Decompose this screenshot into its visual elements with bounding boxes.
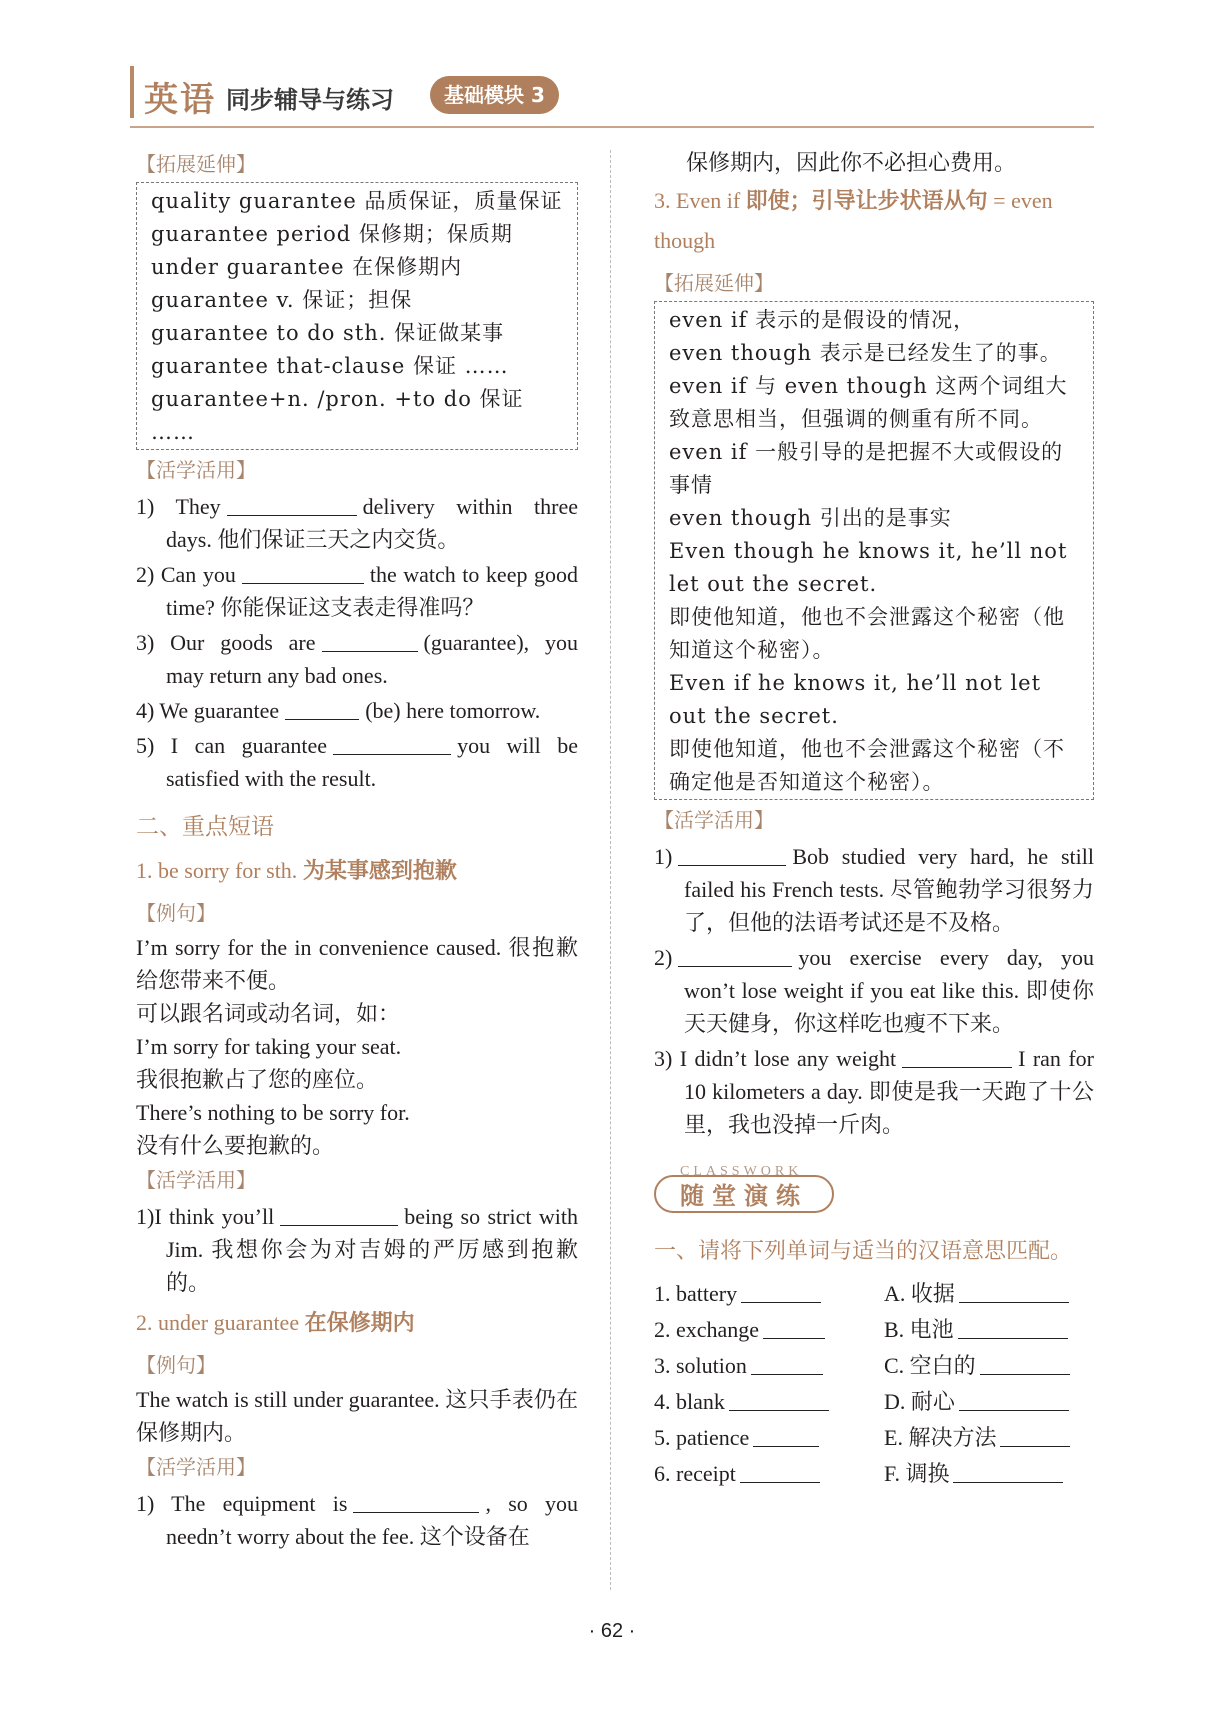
extension-line: even though 表示是已经发生了的事。: [669, 341, 1062, 365]
extension-line: under guarantee 在保修期内: [151, 255, 463, 279]
example-sentence: 我很抱歉占了您的座位。: [136, 1067, 379, 1092]
question-rest: (guarantee), you may return any bad ones.: [166, 630, 578, 688]
question-rest: you will be satisfied with the result.: [166, 733, 578, 791]
task-instruction: 一、请将下列单词与适当的汉语意思匹配。: [654, 1239, 1073, 1264]
match-meaning-text: D. 耐心: [884, 1389, 955, 1414]
practice-question: [136, 1487, 578, 1553]
extension-line: guarantee that-clause 保证 ……: [151, 354, 509, 378]
question-rest: I ran for 10 kilometers a day. 即使是我一天跑了十公里，我也没掉一斤肉。: [684, 1046, 1094, 1137]
practice-question: [654, 941, 1094, 1040]
book-subject: 英语: [144, 80, 216, 120]
match-meaning-text: F. 调换: [884, 1461, 950, 1486]
extension-tag: 【拓展延伸】: [654, 271, 774, 295]
question-rest: , so you needn’t worry about the fee. 这个设备在: [166, 1491, 579, 1549]
section-heading-phrases: 二、重点短语: [136, 814, 274, 840]
example-tag: 【例句】: [136, 901, 216, 925]
match-meaning: [884, 1456, 1094, 1492]
question-lead: 1) They: [136, 494, 221, 519]
matching-exercise: [654, 1276, 1094, 1492]
header-accent-bar: [130, 66, 134, 118]
match-word-text: 5. patience: [654, 1425, 750, 1450]
answer-blank[interactable]: [741, 1280, 821, 1303]
example-tag: 【例句】: [136, 1353, 216, 1377]
question-rest: delivery within three days. 他们保证三天之内交货。: [166, 494, 578, 552]
extension-line: even if 与 even though 这两个词组大致意思相当，但强调的侧重有所不同。: [669, 374, 1068, 431]
match-meaning: [884, 1384, 1094, 1420]
match-word-text: 4. blank: [654, 1389, 725, 1414]
question-lead: 2): [654, 945, 673, 970]
match-word: [654, 1312, 884, 1348]
answer-blank[interactable]: [285, 697, 359, 720]
example-sentence: 可以跟名词或动名词，如：: [136, 1001, 401, 1026]
answer-blank[interactable]: [227, 493, 357, 516]
match-word: [654, 1276, 884, 1312]
continued-text: 保修期内，因此你不必担心费用。: [686, 150, 1017, 175]
extension-line: even if 表示的是假设的情况，: [669, 308, 976, 332]
right-column: [654, 146, 1094, 1492]
practice-tag: 【活学活用】: [136, 1168, 256, 1192]
match-meaning: [884, 1348, 1094, 1384]
answer-blank[interactable]: [959, 1280, 1069, 1303]
answer-blank[interactable]: [242, 561, 364, 584]
extension-line: Even though he knows it, he’ll not let out the secret.: [669, 539, 1068, 596]
extension-line: guarantee to do sth. 保证做某事: [151, 321, 505, 345]
example-sentence: 没有什么要抱歉的。: [136, 1133, 335, 1158]
phrase-cn: 为某事感到抱歉: [302, 858, 457, 884]
extension-line: guarantee+n. /pron. +to do 保证 ……: [151, 387, 524, 444]
phrase-cn: 即使；引导让步状语从句: [745, 188, 988, 214]
question-rest: being so strict with Jim. 我想你会为对吉姆的严厉感到抱歉的。: [166, 1204, 578, 1295]
match-word-text: 6. receipt: [654, 1461, 736, 1486]
phrase-equivalent: = even though: [654, 188, 1053, 253]
question-lead: 1)I think you’ll: [136, 1204, 275, 1229]
practice-question: [136, 626, 578, 692]
match-meaning-text: C. 空白的: [884, 1353, 976, 1378]
phrase-heading-2: [136, 1303, 578, 1343]
extension-line: 即使他知道，他也不会泄露这个秘密（不确定他是否知道这个秘密）。: [669, 737, 1065, 794]
answer-blank[interactable]: [751, 1352, 823, 1375]
match-meaning-text: B. 电池: [884, 1317, 954, 1342]
practice-question: [136, 558, 578, 624]
phrase-en: 3. Even if: [654, 188, 741, 213]
extension-line: even if 一般引导的是把握不大或假设的事情: [669, 440, 1064, 497]
question-lead: 5) I can guarantee: [136, 733, 328, 758]
answer-blank[interactable]: [980, 1352, 1070, 1375]
extension-line: quality guarantee 品质保证，质量保证: [151, 189, 563, 213]
answer-blank[interactable]: [678, 944, 792, 967]
phrase-cn: 在保修期内: [304, 1310, 415, 1336]
match-word: [654, 1456, 884, 1492]
extension-line: guarantee period 保修期；保质期: [151, 222, 513, 246]
match-meaning: [884, 1312, 1094, 1348]
left-column: [136, 146, 578, 1555]
answer-blank[interactable]: [678, 843, 786, 866]
match-meaning-text: A. 收据: [884, 1281, 955, 1306]
answer-blank[interactable]: [958, 1316, 1068, 1339]
question-lead: 1) The equipment is: [136, 1491, 348, 1516]
question-lead: 3) Our goods are: [136, 630, 316, 655]
answer-blank[interactable]: [902, 1045, 1012, 1068]
classwork-banner: [654, 1155, 1094, 1227]
question-lead: 4) We guarantee: [136, 698, 280, 723]
match-word: [654, 1348, 884, 1384]
answer-blank[interactable]: [753, 1424, 819, 1447]
question-rest: the watch to keep good time? 你能保证这支表走得准吗？: [166, 562, 578, 620]
example-sentence: The watch is still under guarantee. 这只手表仍在保修期内。: [136, 1387, 578, 1445]
column-divider: [610, 150, 611, 1590]
example-sentence: I’m sorry for the in convenience caused. 很抱歉给您带来不便。: [136, 935, 578, 993]
answer-blank[interactable]: [280, 1203, 398, 1226]
match-word-text: 2. exchange: [654, 1317, 760, 1342]
answer-blank[interactable]: [740, 1460, 820, 1483]
practice-question: [136, 1200, 578, 1299]
page-header: [130, 66, 1094, 130]
extension-line: 即使他知道，他也不会泄露这个秘密（他知道这个秘密）。: [669, 605, 1065, 662]
match-meaning-text: E. 解决方法: [884, 1425, 997, 1450]
practice-question: [654, 1042, 1094, 1141]
question-lead: 2) Can you: [136, 562, 236, 587]
book-title: 同步辅导与练习: [226, 86, 394, 114]
answer-blank[interactable]: [353, 1490, 479, 1513]
practice-question: [136, 694, 578, 727]
question-rest: you exercise every day, you won’t lose weight if you eat like this. 即使你天天健身，你这样吃也瘦不下来。: [684, 945, 1094, 1036]
practice-question: [136, 490, 578, 556]
extension-line: Even if he knows it, he’ll not let out the secret.: [669, 671, 1042, 728]
phrase-en: 2. under guarantee: [136, 1310, 300, 1335]
question-rest: Bob studied very hard, he still failed his French tests. 尽管鲍勃学习很努力了，但他的法语考试还是不及格。: [684, 844, 1094, 935]
question-lead: 3) I didn’t lose any weight: [654, 1046, 897, 1071]
extension-line: guarantee v. 保证；担保: [151, 288, 413, 312]
classwork-label-en: CLASSWORK: [680, 1164, 803, 1179]
extension-line: even though 引出的是事实: [669, 506, 952, 530]
answer-blank[interactable]: [953, 1460, 1063, 1483]
match-word-text: 3. solution: [654, 1353, 747, 1378]
extension-box-even-if: [654, 301, 1094, 800]
practice-question: [136, 729, 578, 795]
match-meaning: [884, 1276, 1094, 1312]
answer-blank[interactable]: [763, 1316, 825, 1339]
answer-blank[interactable]: [729, 1388, 829, 1411]
practice-tag: 【活学活用】: [654, 808, 774, 832]
page-number: · 62 ·: [588, 1620, 636, 1642]
practice-tag: 【活学活用】: [136, 458, 256, 482]
answer-blank[interactable]: [959, 1388, 1069, 1411]
match-word: [654, 1384, 884, 1420]
practice-question: [654, 840, 1094, 939]
phrase-heading-3: [654, 181, 1094, 261]
header-rule: [130, 126, 1094, 128]
answer-blank[interactable]: [333, 732, 451, 755]
phrase-heading-1: [136, 851, 578, 891]
answer-blank[interactable]: [322, 629, 418, 652]
match-word: [654, 1420, 884, 1456]
phrase-en: 1. be sorry for sth.: [136, 858, 298, 883]
question-rest: (be) here tomorrow.: [365, 698, 541, 723]
module-badge: 基础模块 3: [430, 76, 559, 114]
question-lead: 1): [654, 844, 673, 869]
classwork-label-cn: 随堂演练: [654, 1175, 834, 1213]
practice-tag: 【活学活用】: [136, 1455, 256, 1479]
answer-blank[interactable]: [1000, 1424, 1070, 1447]
example-sentence: I’m sorry for taking your seat.: [136, 1034, 402, 1059]
example-sentence: There’s nothing to be sorry for.: [136, 1100, 410, 1125]
extension-tag: 【拓展延伸】: [136, 152, 256, 176]
match-meaning: [884, 1420, 1094, 1456]
extension-box-guarantee: [136, 182, 578, 450]
match-word-text: 1. battery: [654, 1281, 738, 1306]
